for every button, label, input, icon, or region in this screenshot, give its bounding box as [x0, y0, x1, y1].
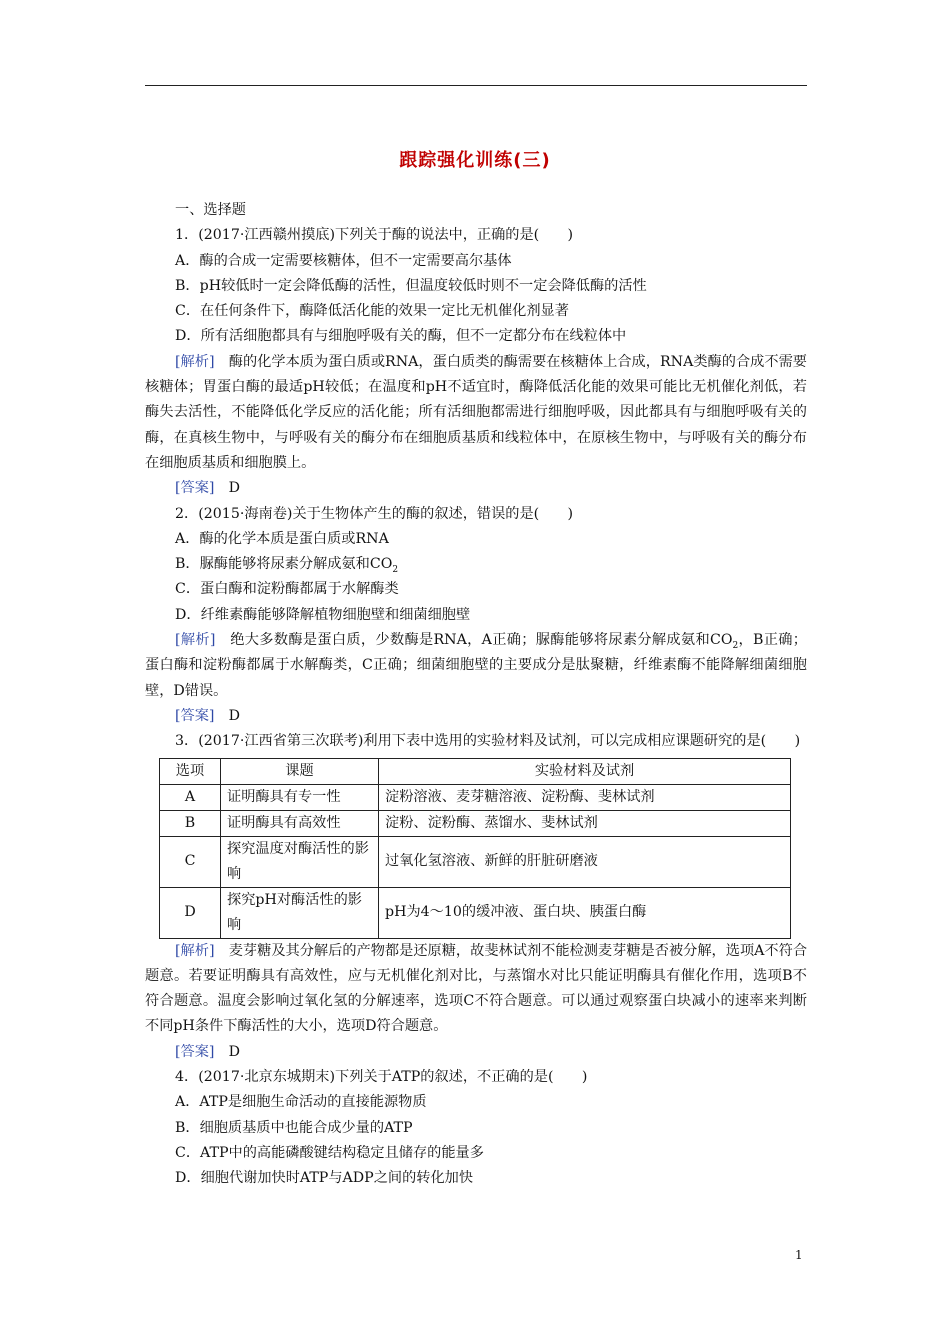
subscript: 2 [392, 564, 399, 575]
q2-answer [145, 704, 807, 729]
table-cell: 淀粉溶液、麦芽糖溶液、淀粉酶、斐林试剂 [379, 784, 791, 810]
table-header: 实验材料及试剂 [379, 758, 791, 784]
q3-stem: 3．(2017·江西省第三次联考)利用下表中选用的实验材料及试剂，可以完成相应课题研究的是( ) [175, 733, 801, 750]
analysis-tag: [解析] [175, 353, 215, 370]
table-cell: 探究pH对酶活性的影响 [221, 887, 379, 938]
q1-stem: 1．(2017·江西赣州摸底)下列关于酶的说法中，正确的是( ) [175, 227, 574, 244]
table-cell: 证明酶具有高效性 [221, 810, 379, 836]
q2-analysis-text: 绝大多数酶是蛋白质，少数酶是RNA，A正确；脲酶能够将尿素分解成氨和CO [215, 632, 733, 649]
table-header-row [160, 758, 791, 784]
q4-option-a: A．ATP是细胞生命活动的直接能源物质 [175, 1094, 427, 1111]
table-row [160, 836, 791, 887]
q3-options-table [159, 758, 791, 939]
table-row [160, 810, 791, 836]
q1-analysis [145, 350, 807, 476]
q2-analysis [145, 628, 807, 704]
table-row [160, 887, 791, 938]
q1-option-d: D．所有活细胞都具有与细胞呼吸有关的酶，但不一定都分布在线粒体中 [175, 328, 627, 345]
answer-tag: [答案] [175, 707, 215, 724]
analysis-tag: [解析] [175, 632, 216, 649]
q3-answer [145, 1040, 807, 1065]
q2-option-b [145, 552, 807, 577]
table-cell: 过氧化氢溶液、新鲜的肝脏研磨液 [379, 836, 791, 887]
answer-tag: [答案] [175, 1043, 215, 1060]
table-header: 选项 [160, 758, 221, 784]
document-body [145, 198, 807, 1192]
q4-option-d: D．细胞代谢加快时ATP与ADP之间的转化加快 [175, 1170, 474, 1187]
page-number: 1 [795, 1248, 803, 1262]
table-cell: 探究温度对酶活性的影响 [221, 836, 379, 887]
q4-stem: 4．(2017·北京东城期末)下列关于ATP的叙述，不正确的是( ) [175, 1069, 588, 1086]
page-title: 跟踪强化训练(三) [399, 150, 551, 171]
analysis-tag: [解析] [175, 942, 215, 959]
q2-analysis-text-cont: ，B正确；蛋白酶和淀粉酶都属于水解酶类，C正确；细菌细胞壁的主要成分是肽聚糖，纤维素酶不能降解细菌细胞壁，D错误。 [145, 632, 807, 699]
table-cell: B [160, 810, 221, 836]
subscript: 2 [732, 640, 739, 651]
q2-option-b-text: B．脲酶能够将尿素分解成氨和CO [175, 556, 393, 573]
q2-option-d: D．纤维素酶能够降解植物细胞壁和细菌细胞壁 [175, 606, 471, 623]
q1-answer-value: D [214, 480, 241, 497]
table-cell: A [160, 784, 221, 810]
section-heading: 一、选择题 [175, 202, 246, 218]
table-header: 课题 [221, 758, 379, 784]
q1-option-a: A．酶的合成一定需要核糖体，但不一定需要高尔基体 [175, 252, 512, 269]
answer-tag: [答案] [175, 480, 215, 497]
q2-option-c: C．蛋白酶和淀粉酶都属于水解酶类 [175, 581, 399, 598]
q1-option-b: B．pH较低时一定会降低酶的活性，但温度较低时则不一定会降低酶的活性 [175, 277, 647, 294]
q1-option-c: C．在任何条件下，酶降低活化能的效果一定比无机催化剂显著 [175, 303, 569, 320]
q2-stem: 2．(2015·海南卷)关于生物体产生的酶的叙述，错误的是( ) [175, 505, 574, 522]
table-cell: 证明酶具有专一性 [221, 784, 379, 810]
q2-option-a: A．酶的化学本质是蛋白质或RNA [175, 530, 389, 547]
table-cell: 淀粉、淀粉酶、蒸馏水、斐林试剂 [379, 810, 791, 836]
q1-analysis-text: 酶的化学本质为蛋白质或RNA，蛋白质类的酶需要在核糖体上合成，RNA类酶的合成不需要核糖体；胃蛋白酶的最适pH较低；在温度和pH不适宜时，酶降低活化能的效果可能比无机催化剂低，若酶失去活性，不能降低化学反应的活化能；所有活细胞都需进行细胞呼吸，因此都具有与细胞呼吸有关的酶，在真核生物中，与呼吸有关的酶分布在细胞质基质和线粒体中，在原核生物中，与呼吸有关的酶分布在细胞质基质和细胞膜上。 [145, 353, 807, 471]
q3-answer-value: D [214, 1043, 241, 1060]
q4-option-c: C．ATP中的高能磷酸键结构稳定且储存的能量多 [175, 1144, 484, 1161]
q2-answer-value: D [214, 707, 241, 724]
q3-analysis [145, 939, 807, 1040]
header-rule [145, 85, 807, 86]
table-cell: D [160, 887, 221, 938]
q4-option-b: B．细胞质基质中也能合成少量的ATP [175, 1119, 413, 1136]
table-row [160, 784, 791, 810]
q3-analysis-text: 麦芽糖及其分解后的产物都是还原糖，故斐林试剂不能检测麦芽糖是否被分解，选项A不符合题意。若要证明酶具有高效性，应与无机催化剂对比，与蒸馏水对比只能证明酶具有催化作用，选项B不符合题意。温度会影响过氧化氢的分解速率，选项C不符合题意。可以通过观察蛋白块减小的速率来判断不同pH条件下酶活性的大小，选项D符合题意。 [145, 942, 808, 1035]
table-cell: pH为4～10的缓冲液、蛋白块、胰蛋白酶 [379, 887, 791, 938]
q1-answer [145, 476, 807, 501]
table-cell: C [160, 836, 221, 887]
